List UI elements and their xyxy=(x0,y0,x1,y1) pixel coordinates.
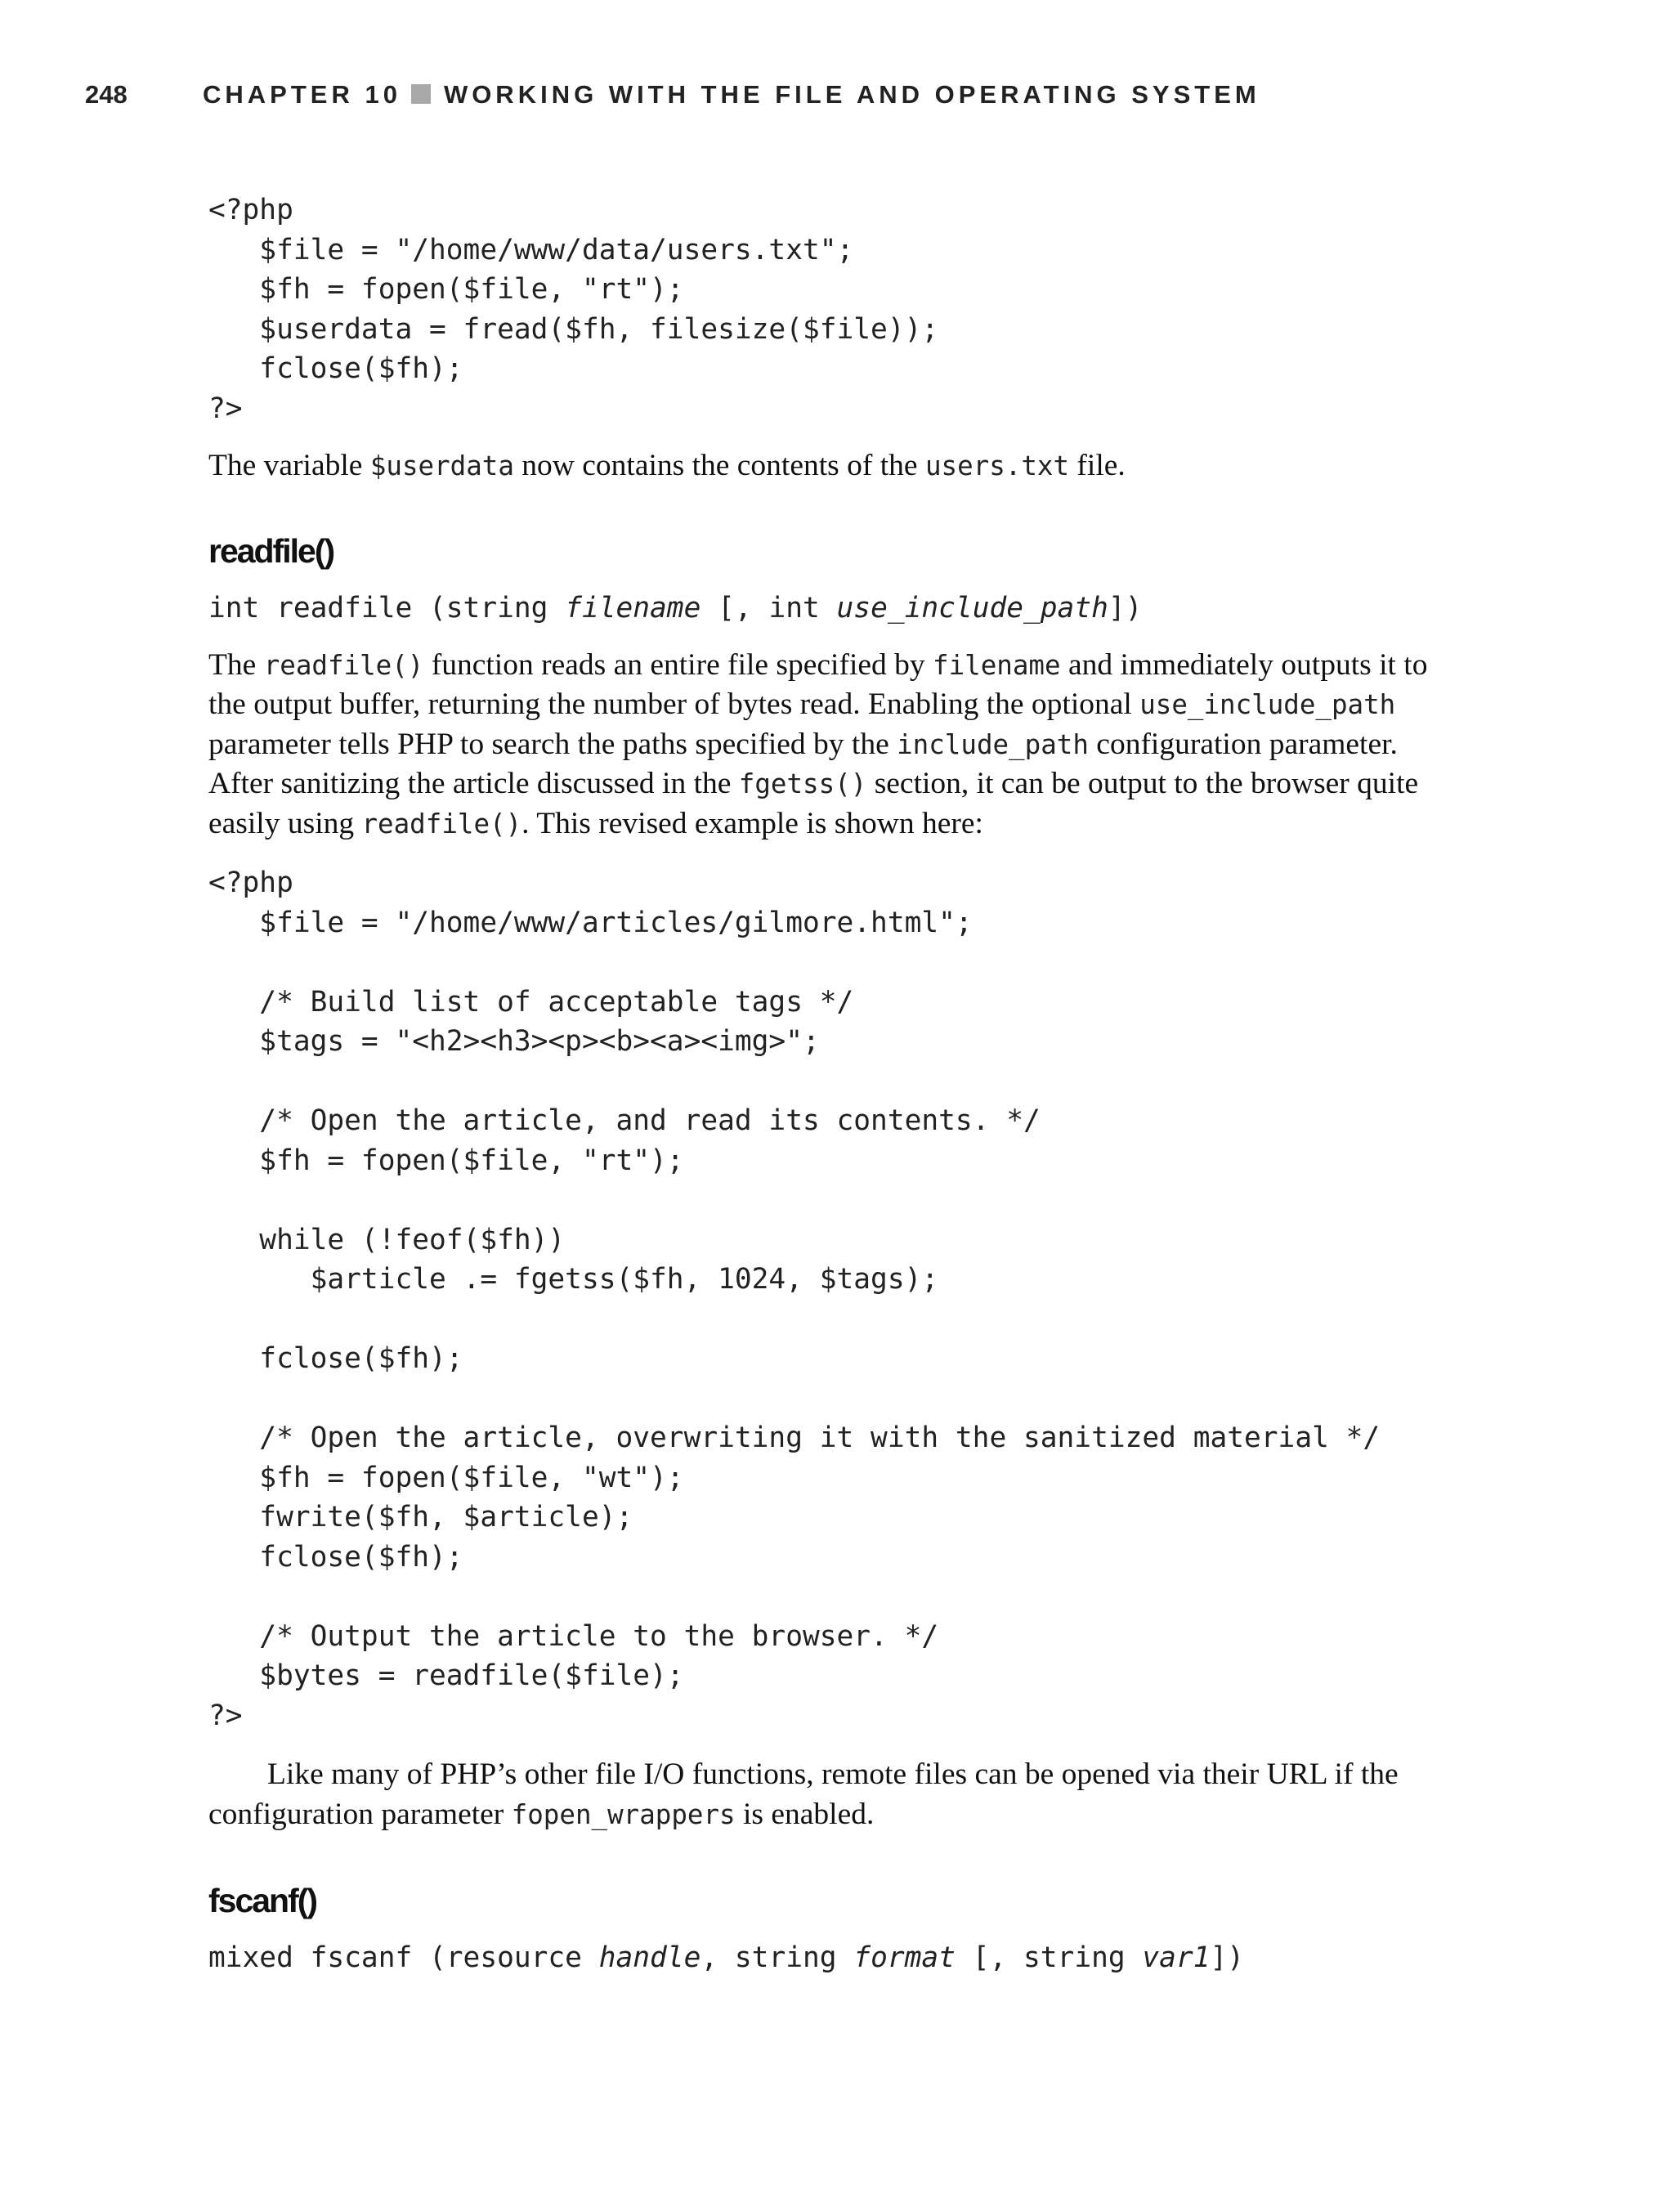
chapter-title: WORKING WITH THE FILE AND OPERATING SYSTEM xyxy=(443,80,1260,109)
paragraph-readfile-description: The readfile() function reads an entire file specified by filename and immediately outputs it to the output buffer, returning the number of bytes read. Enabling the optional use_include_path parameter tells PHP to search the paths specified by the include_path configuration parameter. After sanitizing the article discussed in the fgetss() section, it can be output to the browser quite easily using readfile(). This revised example is shown here: xyxy=(208,647,1428,840)
section-heading-fscanf: fscanf() xyxy=(208,1882,317,1919)
chapter-label: CHAPTER 10 xyxy=(203,80,401,109)
page-number: 248 xyxy=(85,80,128,109)
function-signature-fscanf: mixed fscanf (resource handle, string format [, string var1]) xyxy=(208,1941,1245,1974)
separator-square-icon xyxy=(411,84,431,104)
chapter-heading xyxy=(203,80,1260,110)
page-body xyxy=(208,190,1467,1977)
running-header xyxy=(85,80,1589,121)
code-block-fread: <?php $file = "/home/www/data/users.txt"; $fh = fopen($file, "rt"); $userdata = fread($fh, filesize($file)); fclose($fh); ?> xyxy=(208,194,939,425)
function-signature-readfile: int readfile (string filename [, int use_include_path]) xyxy=(208,591,1143,625)
paragraph-fopen-wrappers: Like many of PHP’s other file I/O functions, remote files can be opened via their URL if the configuration parameter fopen_wrappers is enabled. xyxy=(208,1758,1399,1831)
section-heading-readfile: readfile() xyxy=(208,531,334,570)
paragraph-userdata: The variable $userdata now contains the contents of the users.txt file. xyxy=(208,449,1126,482)
code-block-readfile-example: <?php $file = "/home/www/articles/gilmore.html"; /* Build list of acceptable tags */ $tags = "<h2><h3><p><b><a><img>"; /* Open the article, and read its contents. */ $fh = fopen($file, "rt"); while (!feof($fh)) $article .= fgetss($fh, 1024, $tags); fclose($fh); /* Open the article, overwriting it with the sanitized material */ $fh = fopen($file, "wt"); fwrite($fh, $article); fclose($fh); /* Output the article to the browser. */ $bytes = readfile($file); ?> xyxy=(208,866,1381,1732)
